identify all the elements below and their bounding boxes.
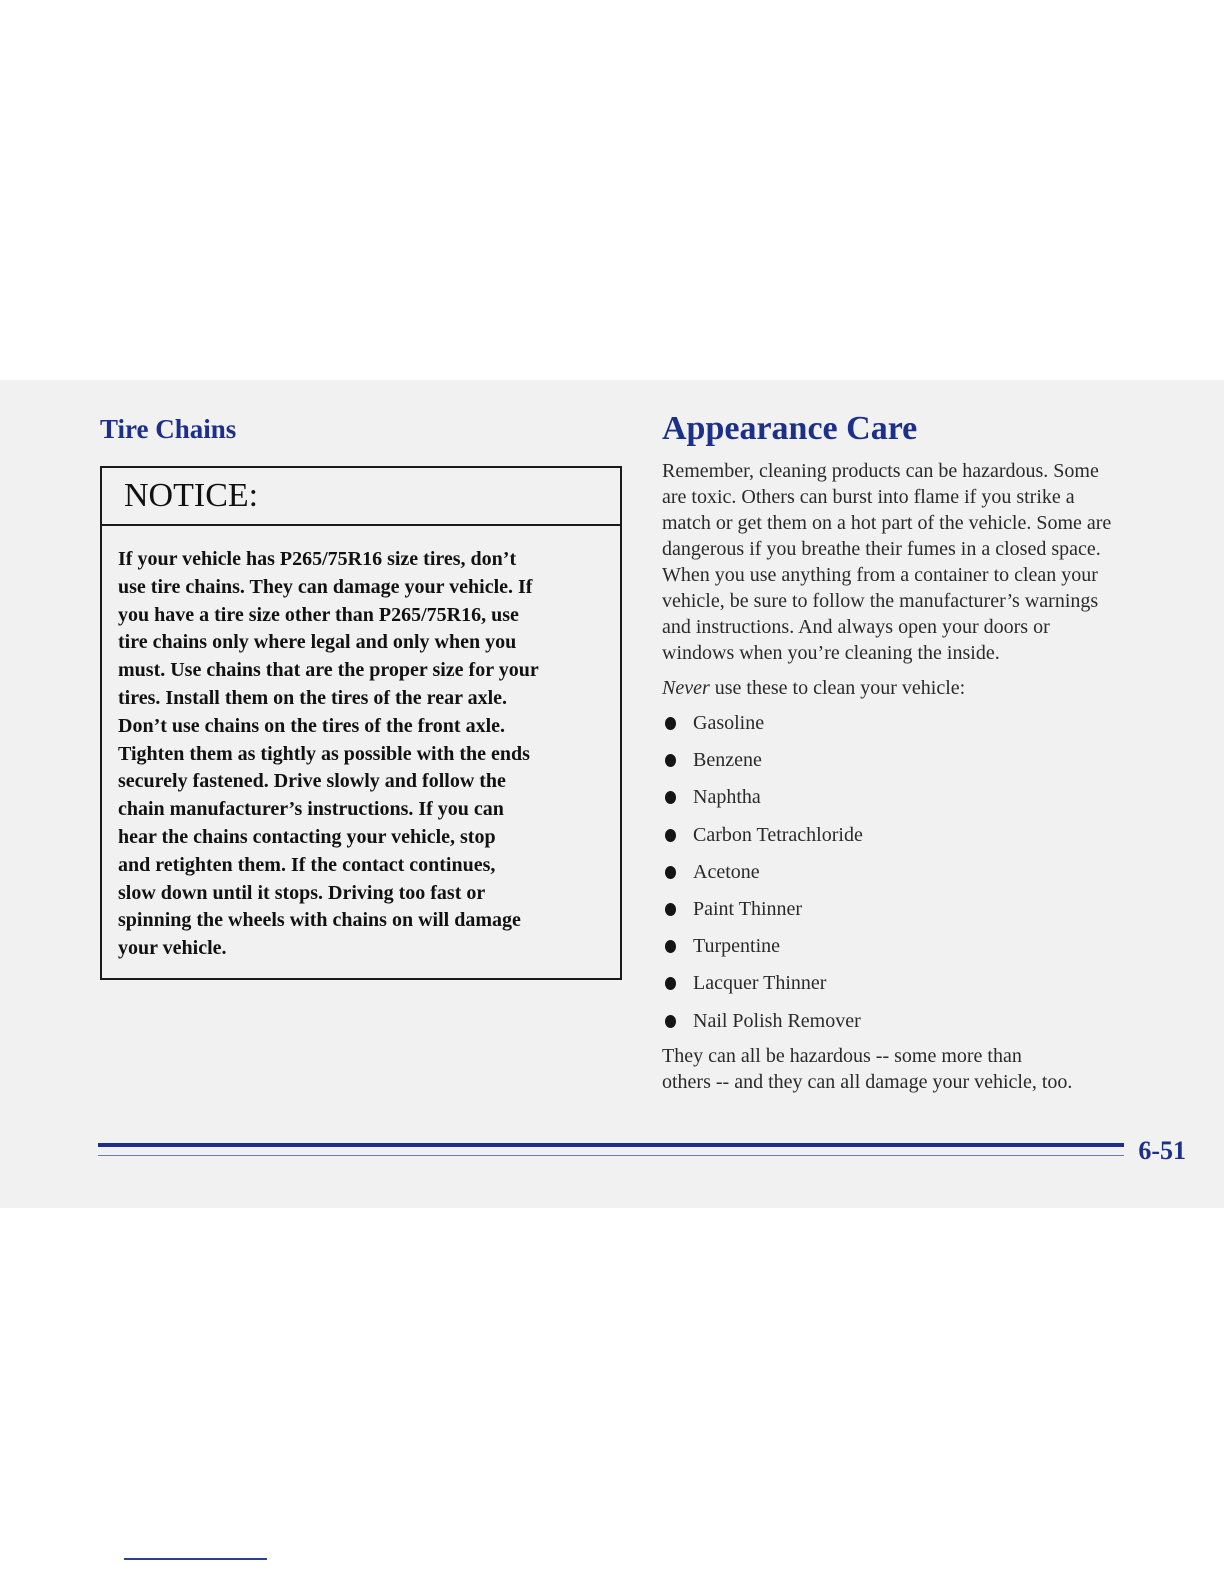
intro-line: match or get them on a hot part of the vehicle. Some are	[662, 512, 1112, 534]
notice-box	[100, 466, 622, 980]
intro-line: are toxic. Others can burst into flame if you strike a	[662, 486, 1075, 508]
notice-line: hear the chains contacting your vehicle, stop	[118, 825, 496, 848]
notice-line: use tire chains. They can damage your vehicle. If	[118, 575, 533, 598]
notice-line: spinning the wheels with chains on will damage	[118, 909, 521, 932]
list-item	[662, 859, 863, 896]
footer-rule-thin	[98, 1155, 1124, 1156]
list-item-label: Acetone	[693, 860, 760, 883]
list-item-label: Nail Polish Remover	[693, 1009, 861, 1032]
never-use-text: use these to clean your vehicle:	[709, 677, 966, 699]
list-item-label: Carbon Tetrachloride	[693, 823, 863, 846]
notice-line: tires. Install them on the tires of the rear axle.	[118, 686, 508, 709]
list-item	[662, 784, 863, 821]
notice-line: If your vehicle has P265/75R16 size tires, don’t	[118, 548, 517, 570]
bullet-icon	[665, 1015, 676, 1028]
notice-text	[118, 546, 610, 963]
intro-line: Remember, cleaning products can be hazardous. Some	[662, 460, 1099, 482]
bullet-icon	[665, 791, 676, 804]
appearance-care-heading: Appearance Care	[662, 410, 918, 447]
footer-mark	[124, 1558, 267, 1560]
list-item	[662, 1008, 863, 1045]
notice-line: you have a tire size other than P265/75R16, use	[118, 603, 519, 626]
intro-line: When you use anything from a container to clean your	[662, 564, 1098, 586]
never-use-line	[662, 675, 1188, 701]
notice-line: Don’t use chains on the tires of the front axle.	[118, 714, 506, 737]
list-item-label: Lacquer Thinner	[693, 972, 827, 995]
list-item-label: Turpentine	[693, 935, 781, 958]
intro-line: windows when you’re cleaning the inside.	[662, 642, 1000, 664]
list-item-label: Gasoline	[693, 712, 765, 734]
notice-line: must. Use chains that are the proper size for your	[118, 659, 539, 682]
notice-line: tire chains only where legal and only when you	[118, 631, 517, 654]
intro-paragraph	[662, 458, 1188, 666]
bullet-icon	[665, 903, 676, 916]
list-item	[662, 933, 863, 970]
intro-line: and instructions. And always open your doors or	[662, 616, 1050, 638]
closing-line: others -- and they can all damage your vehicle, too.	[662, 1071, 1073, 1093]
list-item	[662, 970, 863, 1007]
notice-line: your vehicle.	[118, 937, 227, 960]
notice-line: slow down until it stops. Driving too fast or	[118, 881, 486, 904]
notice-line: and retighten them. If the contact continues,	[118, 853, 496, 876]
bullet-icon	[665, 754, 676, 767]
closing-paragraph	[662, 1043, 1188, 1095]
notice-line: chain manufacturer’s instructions. If you can	[118, 798, 504, 821]
intro-line: vehicle, be sure to follow the manufacturer’s warnings	[662, 590, 1099, 612]
tire-chains-heading: Tire Chains	[100, 414, 237, 444]
list-item-label: Paint Thinner	[693, 897, 803, 920]
page-number: 6-51	[1130, 1136, 1186, 1166]
list-item	[662, 710, 863, 747]
never-word: Never	[662, 677, 710, 699]
bullet-icon	[665, 829, 676, 842]
intro-line: dangerous if you breathe their fumes in a closed space.	[662, 538, 1101, 560]
list-item-label: Benzene	[693, 749, 762, 772]
bullet-icon	[665, 940, 676, 953]
bullet-icon	[665, 717, 676, 730]
list-item-label: Naphtha	[693, 786, 761, 809]
notice-heading: NOTICE:	[102, 468, 620, 526]
bullet-icon	[665, 866, 676, 879]
notice-line: Tighten them as tightly as possible with the ends	[118, 742, 530, 765]
bullet-icon	[665, 977, 676, 990]
closing-line: They can all be hazardous -- some more than	[662, 1045, 1022, 1067]
footer-rule	[98, 1143, 1124, 1147]
hazardous-products-list	[662, 710, 863, 1045]
list-item	[662, 747, 863, 784]
list-item	[662, 822, 863, 859]
list-item	[662, 896, 863, 933]
notice-line: securely fastened. Drive slowly and follow the	[118, 770, 506, 793]
